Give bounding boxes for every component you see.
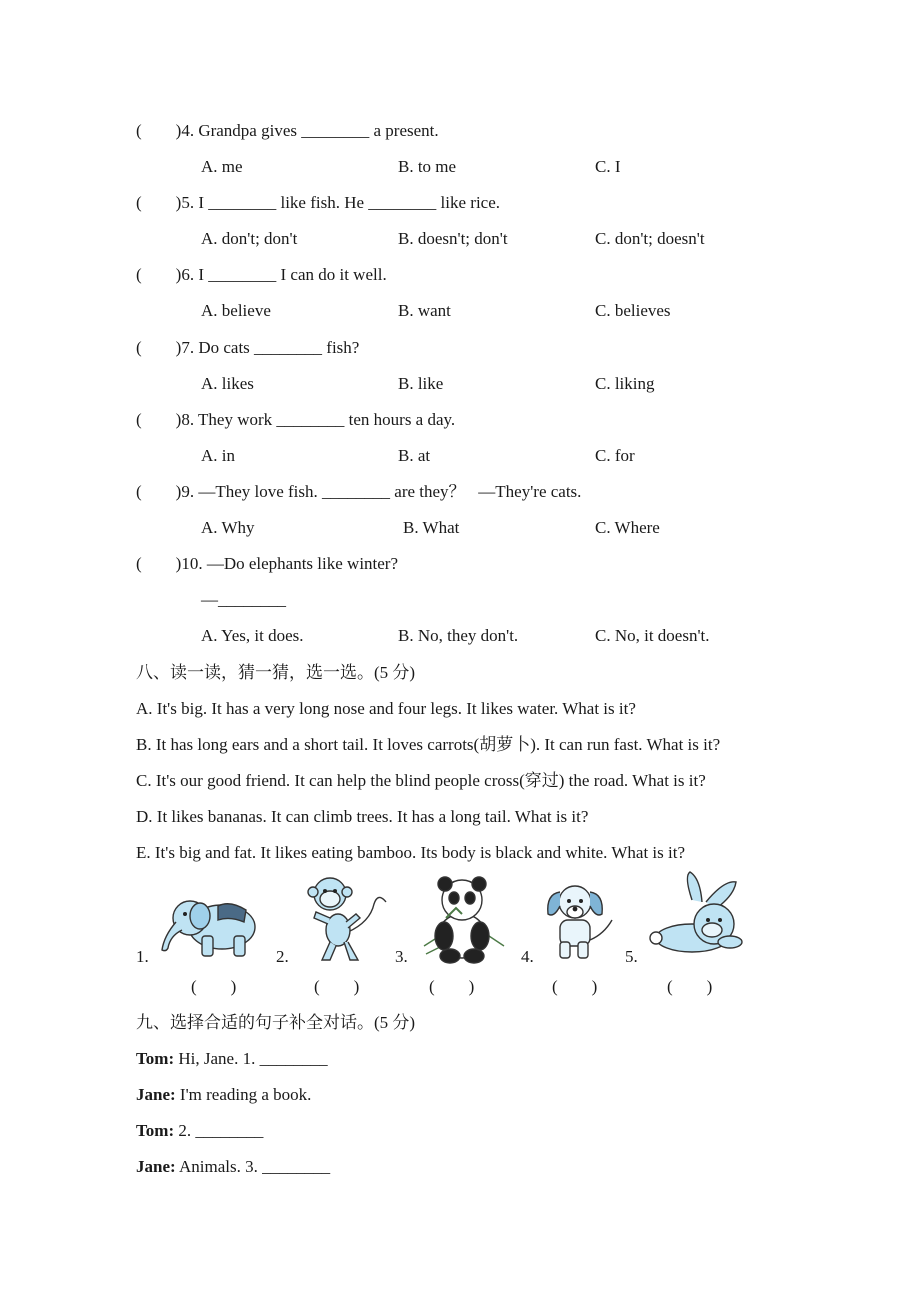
picture-5-number: 5. [625,947,638,966]
picture-5-answer[interactable]: ( ) [667,977,713,996]
question-5-stem: ( )5. I ________ like fish. He ________ like rice. [136,193,501,212]
q10-option-c[interactable]: C. No, it doesn't. [595,626,710,645]
q4-option-a[interactable]: A. me [201,157,243,176]
picture-3-answer[interactable]: ( ) [429,977,475,996]
q9-option-c[interactable]: C. Where [595,518,660,537]
picture-3-number: 3. [395,947,408,966]
picture-1-number: 1. [136,947,149,966]
q4-option-b[interactable]: B. to me [398,157,457,176]
q7-option-b[interactable]: B. like [398,374,444,393]
q9-option-a[interactable]: A. Why [201,518,255,537]
dialogue-line-1 [136,1049,328,1069]
speaker-jane: Jane: [136,1157,176,1176]
q6-option-c[interactable]: C. believes [595,301,671,320]
dialogue-line-3 [136,1121,263,1141]
riddle-e: E. It's big and fat. It likes eating bamboo. Its body is black and white. What is it? [136,843,685,862]
riddle-d: D. It likes bananas. It can climb trees. It has a long tail. What is it? [136,807,589,826]
q9-option-b[interactable]: B. What [403,518,460,537]
dialogue-line-4 [136,1157,330,1177]
q6-option-b[interactable]: B. want [398,301,451,320]
q8-option-c[interactable]: C. for [595,446,635,465]
riddle-a: A. It's big. It has a very long nose and four legs. It likes water. What is it? [136,699,636,718]
q6-option-a[interactable]: A. believe [201,301,271,320]
q5-option-a[interactable]: A. don't; don't [201,229,298,248]
picture-4-number: 4. [521,947,534,966]
dialogue-line-2 [136,1085,311,1105]
section-8-title: 八、读一读，猜一猜，选一选。(5 分) [136,663,416,682]
question-7-stem: ( )7. Do cats ________ fish? [136,338,360,357]
monkey-icon [300,872,390,964]
question-8-stem: ( )8. They work ________ ten hours a day. [136,410,456,429]
riddle-b: B. It has long ears and a short tail. It loves carrots(胡萝卜). It can run fast. What is it? [136,735,721,754]
panda-icon [416,874,508,964]
q8-option-a[interactable]: A. in [201,446,235,465]
q8-option-b[interactable]: B. at [398,446,431,465]
speaker-tom: Tom: [136,1049,175,1068]
question-6-stem: ( )6. I ________ I can do it well. [136,265,387,284]
dialogue-text: Animals. 3. ________ [175,1157,331,1176]
rabbit-icon [648,870,748,960]
question-10-stem: ( )10. —Do elephants like winter? [136,554,399,573]
q5-option-b[interactable]: B. doesn't; don't [398,229,508,248]
q7-option-a[interactable]: A. likes [201,374,254,393]
speaker-tom: Tom: [136,1121,175,1140]
dog-icon [542,880,616,962]
riddle-c: C. It's our good friend. It can help the blind people cross(穿过) the road. What is it? [136,771,706,790]
picture-1-answer[interactable]: ( ) [191,977,237,996]
q10-option-b[interactable]: B. No, they don't. [398,626,519,645]
picture-2-number: 2. [276,947,289,966]
dialogue-text: 2. ________ [174,1121,264,1140]
q5-option-c[interactable]: C. don't; doesn't [595,229,705,248]
question-4-stem: ( )4. Grandpa gives ________ a present. [136,121,439,140]
picture-2-answer[interactable]: ( ) [314,977,360,996]
q10-option-a[interactable]: A. Yes, it does. [201,626,304,645]
speaker-jane: Jane: [136,1085,176,1104]
q4-option-c[interactable]: C. I [595,157,621,176]
elephant-icon [158,892,260,962]
question-9-stem: ( )9. —They love fish. ________ are they？ —They're cats. [136,482,582,501]
dialogue-text: I'm reading a book. [175,1085,312,1104]
q7-option-c[interactable]: C. liking [595,374,655,393]
dialogue-text: Hi, Jane. 1. ________ [174,1049,328,1068]
q10-answer-line[interactable]: —________ [201,590,286,609]
picture-4-answer[interactable]: ( ) [552,977,598,996]
section-9-title: 九、选择合适的句子补全对话。(5 分) [136,1013,416,1032]
